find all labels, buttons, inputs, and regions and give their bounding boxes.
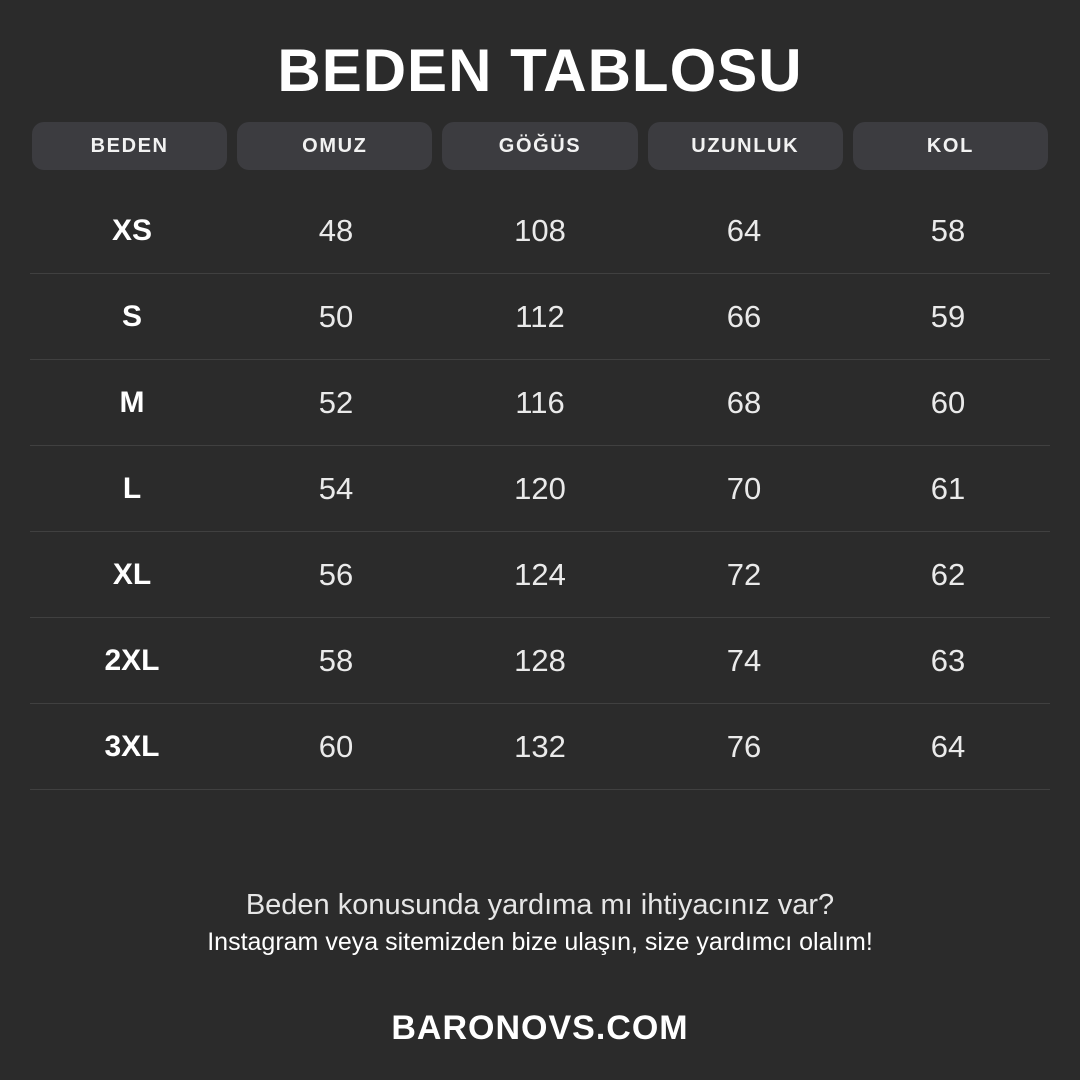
cell-kol: 60 [930,384,966,420]
cell-uzunluk: 68 [726,384,762,420]
cell-omuz: 56 [318,556,354,592]
column-header-uzunluk: UZUNLUK [648,122,843,170]
cell-omuz: 54 [318,470,354,506]
table-header-row [30,122,1050,170]
cell-uzunluk: 72 [726,556,762,592]
table-row [30,532,1050,618]
footer [30,889,1050,1056]
cell-uzunluk: 76 [726,728,762,764]
cell-gogus: 120 [514,470,566,506]
brand-website: BARONOVS.COM [391,1009,689,1047]
table-row [30,446,1050,532]
table-row [30,618,1050,704]
cell-kol: 64 [930,728,966,764]
cell-gogus: 108 [514,212,566,248]
cell-omuz: 48 [318,212,354,248]
cell-gogus: 124 [514,556,566,592]
cell-size: M [119,385,145,419]
column-header-kol: KOL [853,122,1048,170]
cell-size: S [121,299,142,333]
cell-kol: 63 [930,642,966,678]
help-subline: Instagram veya sitemizden bize ulaşın, size yardımcı olalım! [207,928,873,956]
cell-size: 3XL [104,729,160,763]
cell-kol: 58 [930,212,966,248]
cell-gogus: 116 [515,384,565,420]
column-header-beden: BEDEN [32,122,227,170]
cell-size: L [122,471,142,505]
cell-omuz: 60 [318,728,354,764]
cell-gogus: 132 [514,728,566,764]
cell-uzunluk: 74 [726,642,762,678]
page-title: BEDEN TABLOSU [277,37,803,104]
cell-uzunluk: 64 [726,212,762,248]
cell-kol: 61 [930,470,966,506]
cell-omuz: 50 [318,298,354,334]
table-row [30,274,1050,360]
cell-size: XS [111,213,153,247]
cell-kol: 59 [930,298,966,334]
cell-gogus: 128 [514,642,566,678]
table-body [30,188,1050,790]
cell-kol: 62 [930,556,966,592]
column-header-omuz: OMUZ [237,122,432,170]
cell-gogus: 112 [515,298,565,334]
help-headline: Beden konusunda yardıma mı ihtiyacınız var? [245,889,835,921]
table-row [30,704,1050,790]
cell-size: 2XL [104,643,160,677]
column-header-gogus: GÖĞÜS [442,122,637,170]
table-row [30,360,1050,446]
cell-uzunluk: 66 [726,298,762,334]
cell-omuz: 52 [318,384,354,420]
cell-uzunluk: 70 [726,470,762,506]
cell-omuz: 58 [318,642,354,678]
cell-size: XL [112,557,152,591]
table-row [30,188,1050,274]
